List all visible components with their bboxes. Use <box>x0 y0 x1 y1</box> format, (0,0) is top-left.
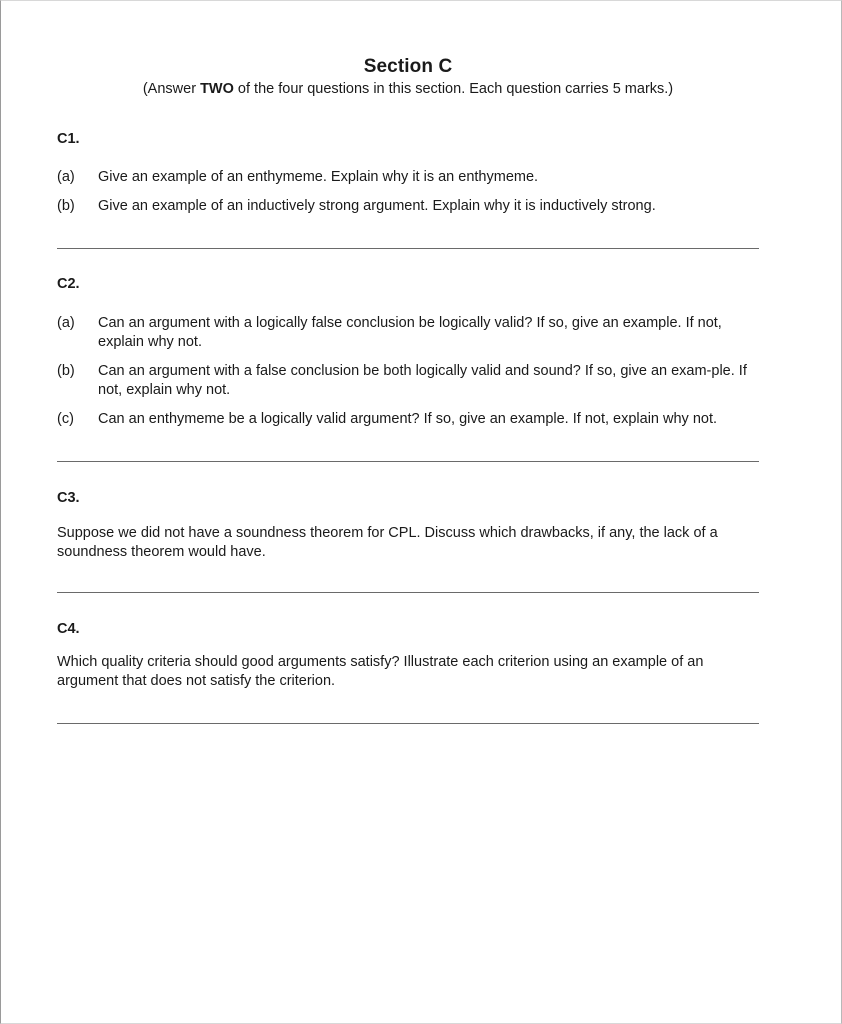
part-letter: (a) <box>57 169 75 185</box>
section-title: Section C <box>363 56 453 77</box>
question-c2-part-b <box>57 362 767 400</box>
part-text: Give an example of an inductively strong argument. Explain why it is inductively strong. <box>98 198 656 214</box>
part-letter: (a) <box>57 315 75 331</box>
question-c2-part-c <box>57 410 767 429</box>
part-text: Can an argument with a logically false conclusion be logically valid? If so, give an example. If not, explain why not. <box>98 315 722 350</box>
question-label-c4: C4. <box>57 621 80 637</box>
part-letter: (c) <box>57 411 74 427</box>
divider-rule <box>57 248 759 249</box>
part-text: Can an enthymeme be a logically valid argument? If so, give an example. If not, explain why not. <box>98 411 718 427</box>
section-instructions <box>0 81 816 97</box>
part-text: Can an argument with a false conclusion be both logically valid and sound? If so, give an exam-ple. If not, explain why not. <box>98 363 747 398</box>
question-c2-part-a <box>57 314 767 352</box>
divider-rule <box>57 461 759 462</box>
part-letter: (b) <box>57 198 75 214</box>
divider-rule <box>57 592 759 593</box>
divider-rule <box>57 723 759 724</box>
question-label-c1: C1. <box>57 131 80 147</box>
question-c4-text: Which quality criteria should good arguments satisfy? Illustrate each criterion using an example of an argument that does not satisfy the criterion. <box>57 654 704 689</box>
instructions-prefix: (Answer <box>142 81 201 97</box>
instructions-suffix: of the four questions in this section. Each question carries 5 marks.) <box>233 81 674 97</box>
question-label-c3: C3. <box>57 490 80 506</box>
question-c1-part-a <box>57 168 767 187</box>
question-c1-part-b <box>57 197 767 216</box>
instructions-bold: TWO <box>200 81 234 97</box>
question-c3-text: Suppose we did not have a soundness theorem for CPL. Discuss which drawbacks, if any, the lack of a soundness theorem would have. <box>57 525 718 560</box>
part-text: Give an example of an enthymeme. Explain why it is an enthymeme. <box>98 169 539 185</box>
question-label-c2: C2. <box>57 276 80 292</box>
part-letter: (b) <box>57 363 75 379</box>
